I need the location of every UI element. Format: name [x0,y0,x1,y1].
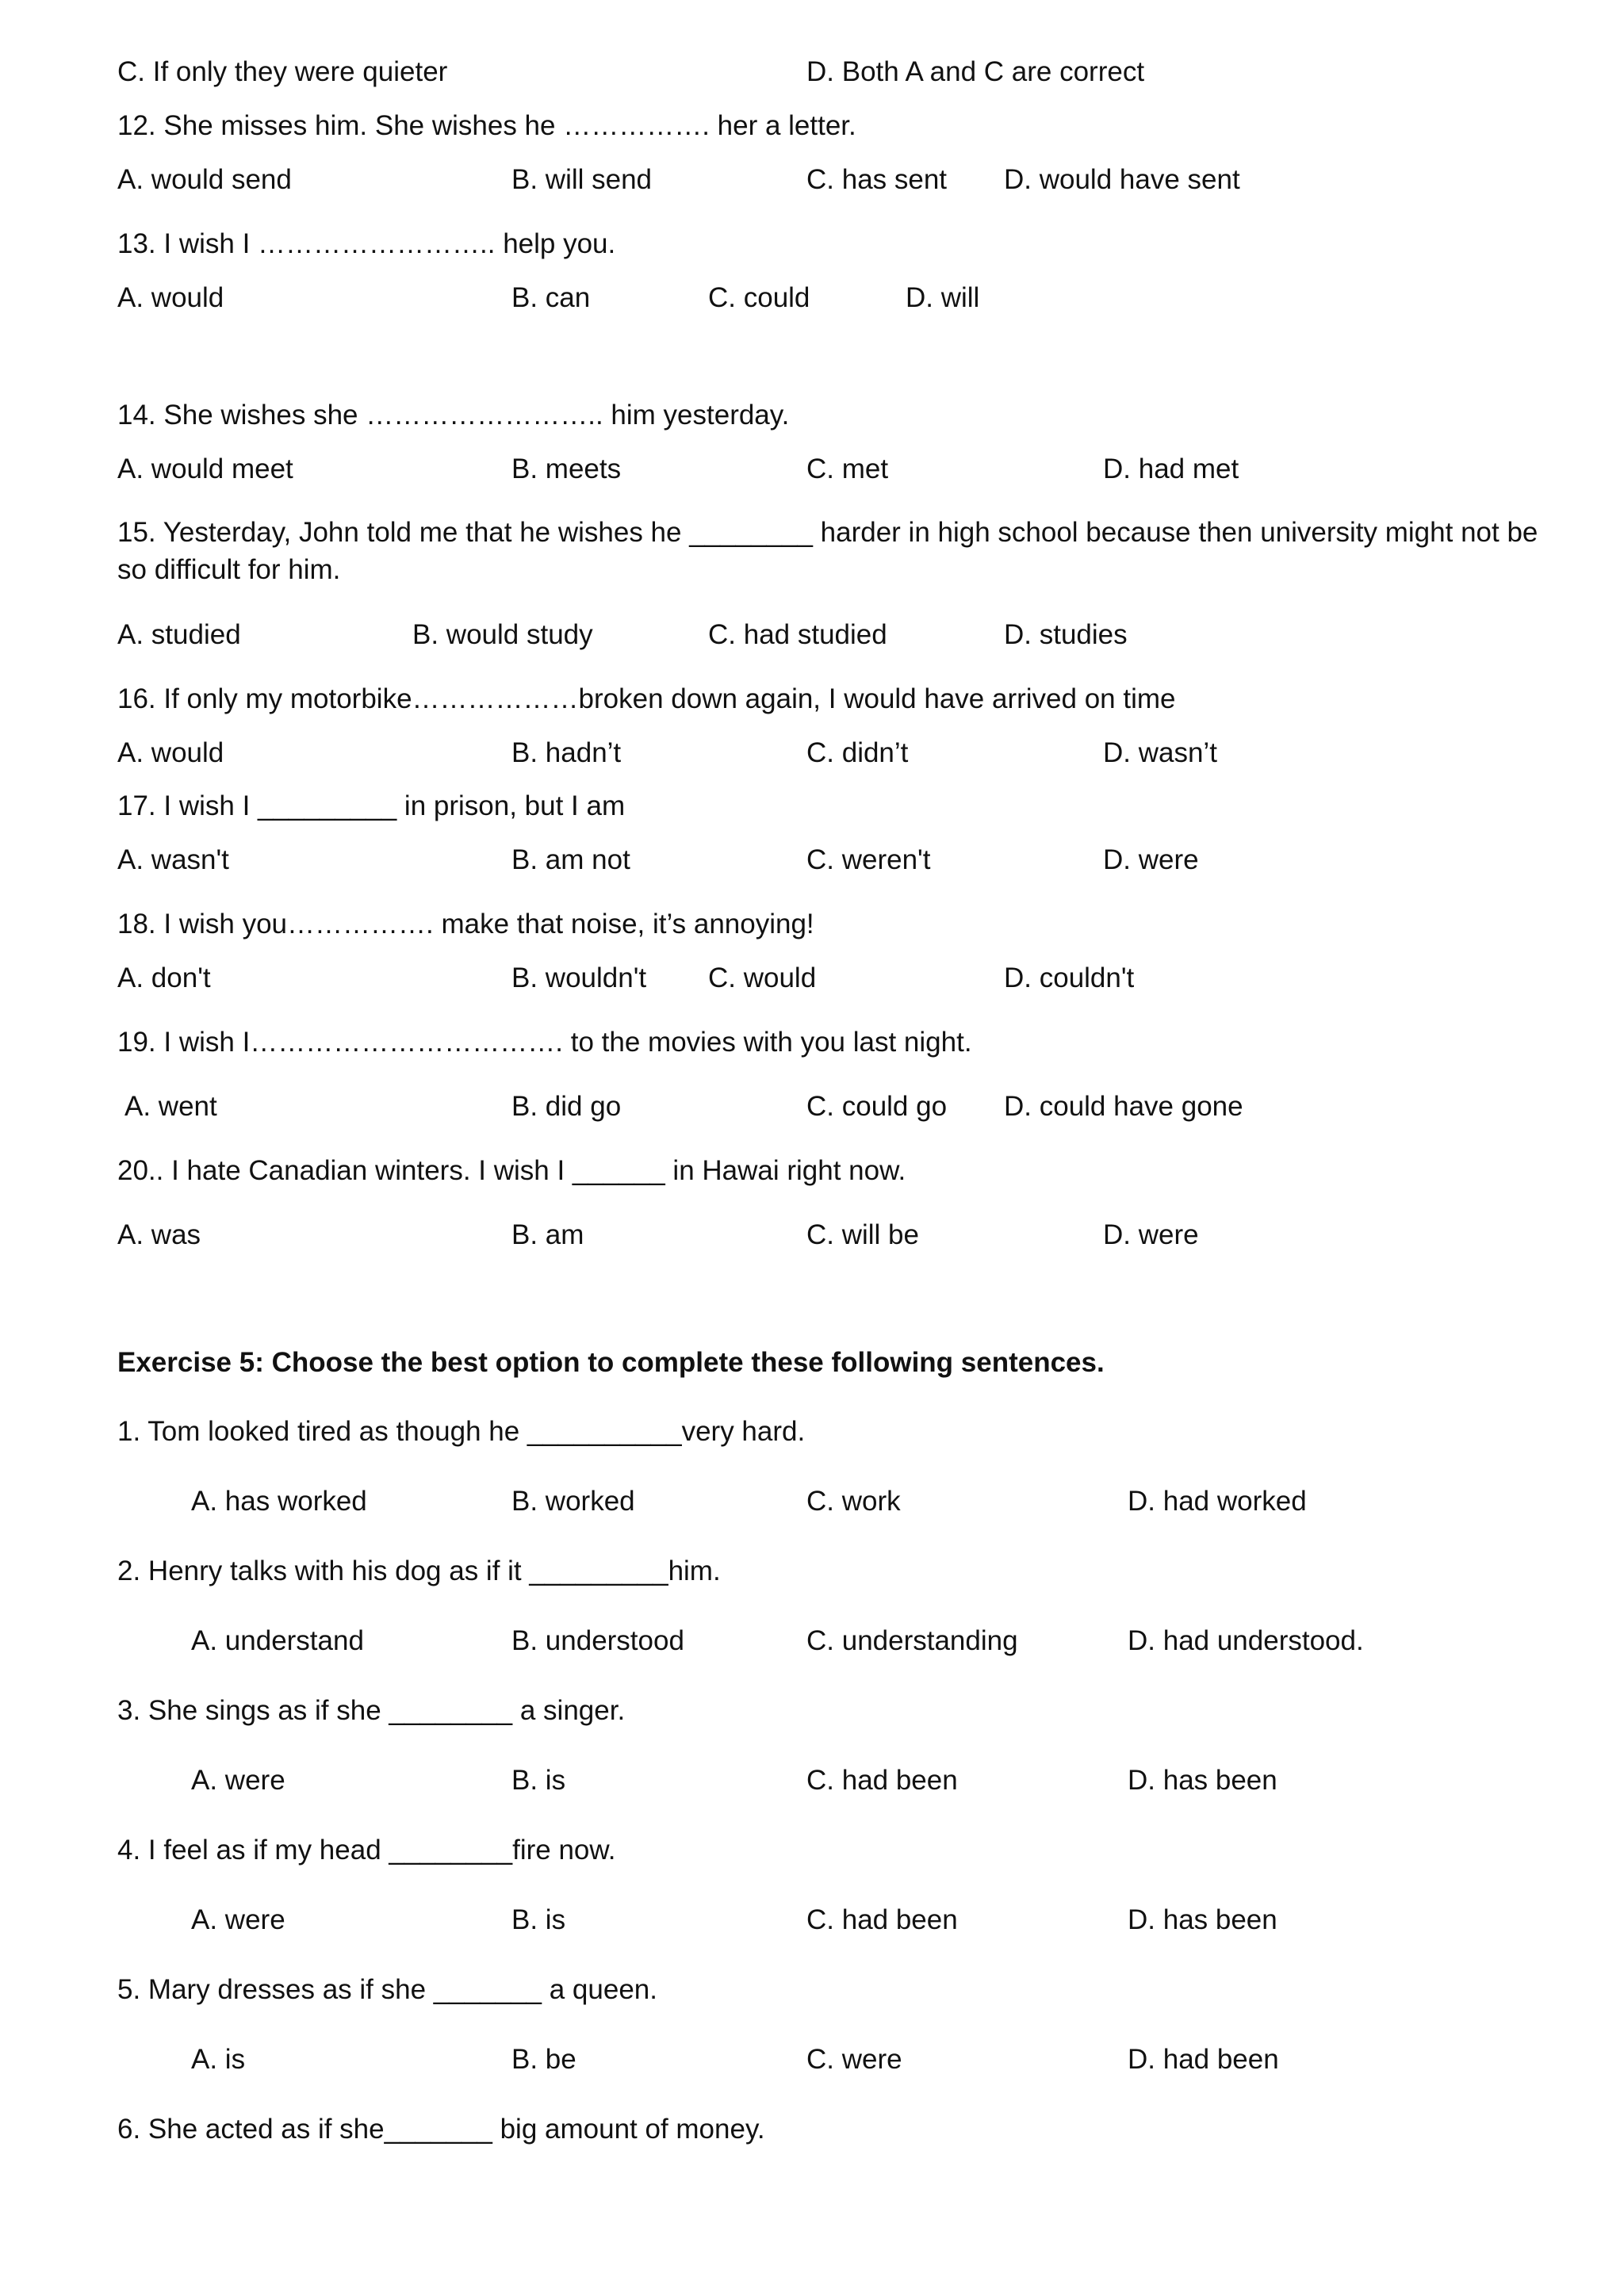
q11-option-c: C. If only they were quieter [117,56,448,87]
ex5-q2-option-a: A. understand [191,1625,364,1656]
ex5-q4-option-c: C. had been [806,1904,958,1935]
q19-option-a: A. went [124,1091,217,1122]
q14-option-d: D. had met [1103,453,1239,484]
q20-option-a: A. was [117,1219,201,1250]
q17-text: 17. I wish I _________ in prison, but I am [117,790,626,821]
q18-option-d: D. couldn't [1004,962,1135,993]
q17-option-b: B. am not [511,844,630,875]
q20-option-c: C. will be [806,1219,919,1250]
q16-text: 16. If only my motorbike………………broken down again, I would have arrived on time [117,683,1176,714]
q12-option-d: D. would have sent [1004,164,1240,195]
ex5-q5-option-d: D. had been [1128,2044,1279,2075]
ex5-q4-option-a: A. were [191,1904,285,1935]
q19-option-d: D. could have gone [1004,1091,1243,1122]
q13-option-b: B. can [511,282,591,313]
q17-option-c: C. weren't [806,844,931,875]
q19-text: 19. I wish I……………………………. to the movies with you last night. [117,1027,972,1058]
q15-option-d: D. studies [1004,619,1128,650]
q18-option-c: C. would [708,962,817,993]
q20-text: 20.. I hate Canadian winters. I wish I ______ in Hawai right now. [117,1155,906,1186]
ex5-q5-option-b: B. be [511,2044,576,2075]
ex5-q5-option-c: C. were [806,2044,902,2075]
ex5-q3-text: 3. She sings as if she ________ a singer. [117,1695,626,1726]
q15-text: 15. Yesterday, John told me that he wishes he ________ harder in high school because then university might not be so difficult for him. [117,517,1538,585]
ex5-q2-option-c: C. understanding [806,1625,1018,1656]
q19-option-c: C. could go [806,1091,948,1122]
q15-option-c: C. had studied [708,619,887,650]
q13-option-c: C. could [708,282,810,313]
q18-text: 18. I wish you……………. make that noise, it’s annoying! [117,909,814,939]
q18-option-b: B. wouldn't [511,962,647,993]
ex5-q5-text: 5. Mary dresses as if she _______ a queen. [117,1974,657,2005]
ex5-q2-option-b: B. understood [511,1625,684,1656]
q19-option-b: B. did go [511,1091,622,1122]
q12-option-b: B. will send [511,164,653,195]
q16-option-a: A. would [117,737,224,768]
q12-option-a: A. would send [117,164,292,195]
q16-option-b: B. hadn’t [511,737,622,768]
exercise5-heading: Exercise 5: Choose the best option to complete these following sentences. [117,1347,1105,1378]
ex5-q6-text: 6. She acted as if she_______ big amount of money. [117,2114,765,2145]
q15-option-b: B. would study [412,619,593,650]
ex5-q1-option-c: C. work [806,1486,901,1517]
ex5-q3-option-a: A. were [191,1765,285,1796]
q17-option-d: D. were [1103,844,1199,875]
q20-option-d: D. were [1103,1219,1199,1250]
q18-option-a: A. don't [117,962,211,993]
q17-option-a: A. wasn't [117,844,229,875]
q14-text: 14. She wishes she …………………….. him yesterday. [117,400,790,430]
q12-option-c: C. has sent [806,164,948,195]
ex5-q2-option-d: D. had understood. [1128,1625,1364,1656]
ex5-q5-option-a: A. is [191,2044,246,2075]
q13-option-d: D. will [906,282,980,313]
q13-text: 13. I wish I …………………….. help you. [117,228,616,259]
ex5-q4-option-d: D. has been [1128,1904,1277,1935]
q20-option-b: B. am [511,1219,584,1250]
q15-option-a: A. studied [117,619,241,650]
ex5-q1-option-d: D. had worked [1128,1486,1307,1517]
q16-option-d: D. wasn’t [1103,737,1217,768]
q13-option-a: A. would [117,282,224,313]
ex5-q1-text: 1. Tom looked tired as though he __________very hard. [117,1416,806,1447]
ex5-q3-option-b: B. is [511,1765,566,1796]
q11-option-d: D. Both A and C are correct [806,56,1145,87]
ex5-q2-text: 2. Henry talks with his dog as if it _________him. [117,1556,721,1586]
ex5-q4-option-b: B. is [511,1904,566,1935]
ex5-q3-option-d: D. has been [1128,1765,1277,1796]
q12-text: 12. She misses him. She wishes he ……………. her a letter. [117,110,856,141]
q14-option-a: A. would meet [117,453,293,484]
q16-option-c: C. didn’t [806,737,909,768]
q14-option-c: C. met [806,453,889,484]
ex5-q1-option-b: B. worked [511,1486,635,1517]
ex5-q1-option-a: A. has worked [191,1486,367,1517]
q14-option-b: B. meets [511,453,622,484]
ex5-q4-text: 4. I feel as if my head ________fire now. [117,1835,616,1866]
ex5-q3-option-c: C. had been [806,1765,958,1796]
